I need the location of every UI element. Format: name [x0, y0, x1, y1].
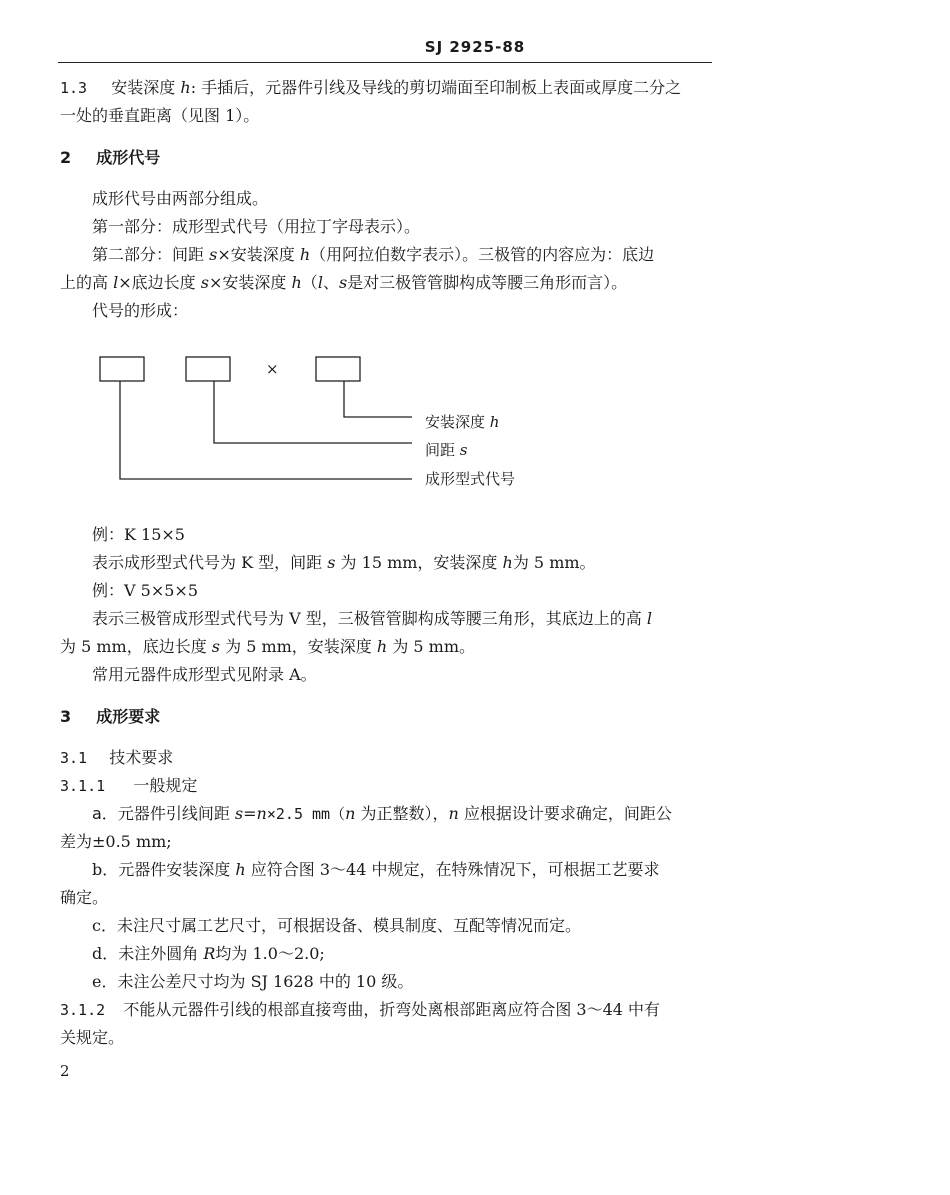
item-b-continued: 确定。: [60, 888, 109, 907]
section-title: 成形要求: [96, 707, 161, 726]
section-number: 3: [60, 707, 72, 726]
box-depth: [316, 357, 360, 381]
text: 均为 1.0～2.0;: [215, 944, 325, 963]
clause-title: 一般规定: [133, 776, 198, 795]
section-number: 2: [60, 148, 72, 167]
symbol-h: h: [291, 273, 302, 292]
text: 为 5 mm，底边长度: [60, 637, 207, 656]
item-b: [92, 859, 659, 881]
item-d: [92, 943, 325, 965]
item-label: d．: [92, 944, 119, 963]
symbol-s: s: [234, 804, 244, 823]
paragraph: 第一部分：成形型式代号（用拉丁字母表示）。: [92, 217, 421, 236]
example-2-description-continued: [60, 636, 475, 658]
item-c: [92, 915, 581, 937]
clause-number: 3.1.2: [60, 1001, 106, 1019]
symbol-h: h: [376, 637, 388, 656]
text: =: [243, 804, 257, 823]
clause-1-3-line-2: 一处的垂直距离（见图 1）。: [60, 106, 260, 125]
section-3-heading: [60, 706, 160, 728]
symbol-R: R: [203, 944, 216, 963]
symbol-s: s: [211, 637, 221, 656]
clause-3-1-heading: [60, 747, 173, 769]
item-label: b．: [92, 860, 119, 879]
item-label: e．: [92, 972, 118, 991]
symbol-s: s: [327, 553, 336, 572]
section-title: 成形代号: [96, 148, 161, 167]
text: （: [301, 273, 318, 292]
clause-number: 3.1: [60, 749, 88, 767]
symbol-s: s: [338, 273, 348, 292]
text: 为 5 mm。: [512, 553, 596, 572]
label-spacing: [425, 440, 468, 460]
label-text: 安装深度: [425, 413, 486, 431]
symbol-l: l: [113, 273, 119, 292]
item-label: a．: [92, 804, 118, 823]
symbol-s: s: [200, 273, 209, 292]
text: 、: [322, 273, 339, 292]
item-a-continued: 差为±0.5 mm;: [60, 832, 172, 851]
leader-spacing: [214, 381, 412, 443]
item-e: [92, 971, 413, 993]
box-spacing: [186, 357, 230, 381]
symbol-h: h: [299, 245, 311, 264]
formula: ×2.5 mm（: [266, 805, 346, 823]
symbol-h: h: [235, 860, 246, 879]
symbol-s: s: [459, 441, 468, 459]
definition-text: : 手插后，元器件引线及导线的剪切端面至印制板上表面或厚度二分之: [190, 78, 682, 97]
clause-3-1-2: [60, 999, 660, 1021]
example-2-description: [92, 608, 652, 630]
text: 表示三极管成形型式代号为 V 型，三极管管脚构成等腰三角形，其底边上的高: [92, 609, 642, 628]
clause-3-1-2-continued: 关规定。: [60, 1028, 125, 1047]
text: （用阿拉伯数字表示）。三极管的内容应为：底边: [310, 245, 655, 264]
label-type-code: 成形型式代号: [425, 470, 516, 488]
symbol-s: s: [209, 245, 218, 264]
text: 为 5 mm，安装深度: [225, 637, 372, 656]
symbol-n: n: [345, 804, 356, 823]
text: 未注公差尺寸均为 SJ 1628 中的 10 级。: [117, 972, 414, 991]
symbol-l: l: [317, 273, 323, 292]
text: 是对三极管管脚构成等腰三角形而言）。: [347, 273, 628, 292]
text: 不能从元器件引线的根部直接弯曲，折弯处离根部距离应符合图 3～44 中有: [123, 1000, 661, 1019]
multiply-sign: ×: [266, 360, 279, 378]
text: 未注尺寸属工艺尺寸，可根据设备、模具制度、互配等情况而定。: [116, 916, 581, 935]
text: 元器件引线间距: [117, 804, 230, 823]
section-2-heading: [60, 147, 160, 169]
text: 为 15 mm，安装深度: [340, 553, 498, 572]
clause-1-3-line-1: [60, 77, 681, 99]
symbol-n: n: [448, 804, 459, 823]
text: 元器件安装深度: [118, 860, 231, 879]
box-type-code: [100, 357, 144, 381]
term: 安装深度: [111, 78, 176, 97]
example-1: 例：K 15×5: [92, 525, 185, 544]
clause-number: 1.3: [60, 79, 88, 97]
leader-depth: [344, 381, 412, 417]
paragraph: 代号的形成：: [92, 301, 189, 320]
label-depth: [425, 412, 499, 432]
clause-number: 3.1.1: [60, 777, 106, 795]
symbol-h: h: [502, 553, 513, 572]
text: 上的高: [60, 273, 109, 292]
text: 第二部分：间距: [92, 245, 205, 264]
item-a: [92, 803, 672, 825]
text: 为正整数），: [360, 804, 449, 823]
paragraph: [92, 244, 654, 266]
symbol-l: l: [646, 609, 652, 628]
page-number: 2: [60, 1062, 70, 1080]
clause-title: 技术要求: [109, 748, 174, 767]
text: 应根据设计要求确定，间距公: [463, 804, 672, 823]
text: 未注外圆角: [118, 944, 199, 963]
text: 为 5 mm。: [392, 637, 476, 656]
text: ×安装深度: [217, 245, 295, 264]
text: 应符合图 3～44 中规定，在特殊情况下，可根据工艺要求: [250, 860, 660, 879]
standard-code-header: SJ 2925-88: [424, 38, 526, 56]
label-text: 间距: [425, 441, 456, 459]
text: ×安装深度: [208, 273, 287, 292]
text: ×底边长度: [118, 273, 196, 292]
symbol-h: h: [180, 78, 191, 97]
clause-3-1-1-heading: [60, 775, 197, 797]
example-1-description: [92, 552, 596, 574]
example-2: 例：V 5×5×5: [92, 581, 198, 600]
symbol-h: h: [489, 413, 500, 431]
text: 表示成形型式代号为 K 型，间距: [92, 553, 323, 572]
paragraph-continued: [60, 272, 627, 294]
appendix-reference: 常用元器件成形型式见附录 A。: [92, 665, 317, 684]
header-rule: [58, 62, 712, 63]
paragraph: 成形代号由两部分组成。: [92, 189, 269, 208]
item-label: c．: [92, 916, 117, 935]
symbol-n: n: [256, 804, 267, 823]
leader-type: [120, 381, 412, 479]
